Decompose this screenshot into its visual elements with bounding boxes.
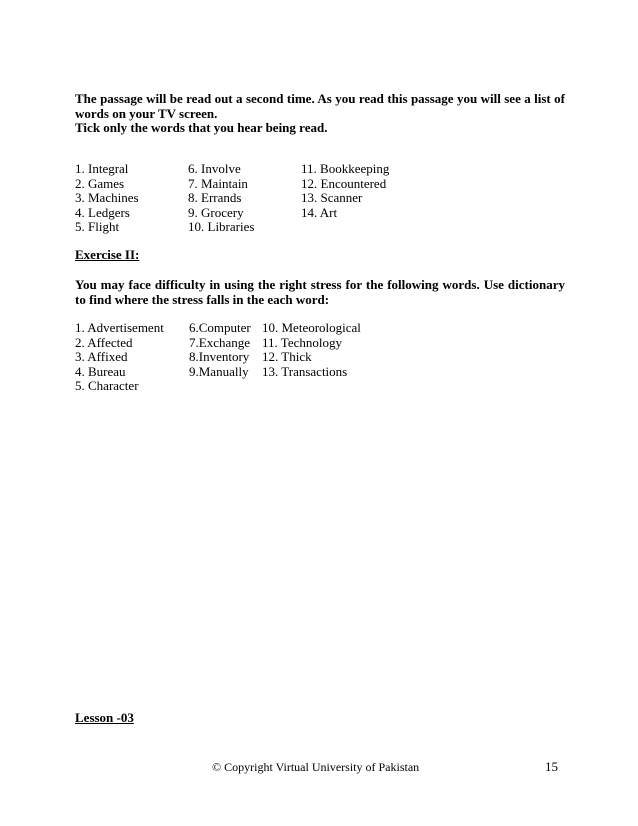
exercise-heading: Exercise II: bbox=[75, 247, 140, 262]
list-item: 2. Games bbox=[75, 175, 125, 191]
list-item: 11. Bookkeeping bbox=[301, 161, 390, 176]
copyright-text: © Copyright Virtual University of Pakistan bbox=[212, 760, 420, 774]
list-item: 5. Flight bbox=[75, 219, 120, 234]
list-item: 3. Machines bbox=[75, 190, 139, 205]
word-list-2-col-1 bbox=[75, 321, 189, 394]
instruction-line-2: Tick only the words that you hear being read. bbox=[75, 120, 328, 135]
list-item: 12. Encountered bbox=[301, 175, 387, 191]
list-item: 9. Grocery bbox=[188, 204, 244, 220]
list-item: 6. Involve bbox=[188, 161, 241, 176]
list-item: 6.Computer bbox=[189, 320, 251, 335]
list-item: 7. Maintain bbox=[188, 175, 248, 191]
list-item: 7.Exchange bbox=[189, 334, 251, 350]
word-list-1-col-1 bbox=[75, 162, 188, 235]
instruction-line-1: The passage will be read out a second time. As you read this passage you will see a list of words on your TV screen. bbox=[75, 91, 565, 121]
list-item: 14. Art bbox=[301, 204, 338, 220]
list-item: 13. Transactions bbox=[262, 363, 348, 379]
list-item: 12. Thick bbox=[262, 349, 312, 364]
list-item: 4. Ledgers bbox=[75, 204, 130, 220]
list-item: 1. Advertisement bbox=[75, 320, 164, 335]
list-item: 10. Libraries bbox=[188, 219, 255, 234]
exercise-instruction: You may face difficulty in using the right stress for the following words. Use dictionary to find where the stress falls in the each word: bbox=[75, 277, 565, 307]
list-item: 13. Scanner bbox=[301, 190, 363, 205]
list-item: 5. Character bbox=[75, 378, 139, 393]
list-item: 2. Affected bbox=[75, 334, 133, 350]
word-list-2 bbox=[75, 321, 361, 394]
list-item: 4. Bureau bbox=[75, 363, 126, 379]
word-list-1 bbox=[75, 162, 389, 235]
list-item: 8.Inventory bbox=[189, 349, 250, 364]
word-list-1-col-3 bbox=[301, 162, 389, 235]
list-item: 1. Integral bbox=[75, 161, 129, 176]
lesson-heading: Lesson -03 bbox=[75, 710, 134, 725]
list-item: 9.Manually bbox=[189, 363, 249, 379]
instruction-paragraph bbox=[75, 92, 565, 136]
word-list-1-col-2 bbox=[188, 162, 301, 235]
list-item: 11. Technology bbox=[262, 334, 342, 350]
list-item: 8. Errands bbox=[188, 190, 242, 205]
page-number: 15 bbox=[545, 759, 558, 774]
word-list-2-col-2 bbox=[189, 321, 262, 394]
list-item: 3. Affixed bbox=[75, 349, 128, 364]
list-item: 10. Meteorological bbox=[262, 320, 361, 335]
word-list-2-col-3 bbox=[262, 321, 361, 394]
